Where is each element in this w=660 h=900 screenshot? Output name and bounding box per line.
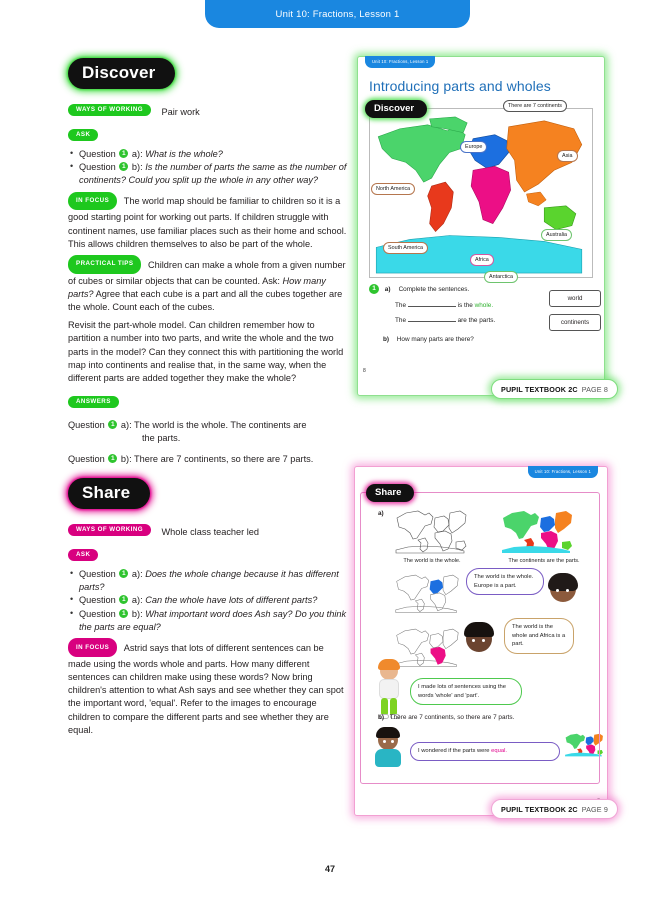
textbook-page-content	[354, 466, 608, 816]
share-question-b-text: There are 7 continents, so there are 7 parts.	[389, 714, 515, 721]
ask-chip: ASK	[68, 129, 98, 142]
map-label-antarctica: Antarctica	[484, 271, 518, 283]
discover-heading-label: Discover	[68, 58, 175, 89]
share-heading-pill	[68, 478, 348, 509]
mini-map-colour-svg	[500, 506, 574, 554]
share-ways-of-working-row	[68, 522, 348, 540]
footer-page: PAGE 9	[581, 804, 609, 814]
continent-north-america	[378, 125, 465, 182]
discover-practical-tips-paragraph	[68, 256, 348, 314]
speech-bubble-4	[410, 742, 560, 761]
question-prefix: Question	[79, 608, 116, 619]
answer-part: a):	[120, 420, 132, 431]
question-prefix: Question	[79, 149, 116, 159]
in-focus-text: The world map should be familiar to children so it is a good starting point for working out parts. If children struggle with continent names, use familiar places such as their home and school. This allows children themselves to also be part of the whole.	[68, 196, 347, 249]
word-box-continents[interactable]: continents	[549, 314, 601, 331]
map-label-australia: Australia	[541, 229, 572, 241]
word-box-world[interactable]: world	[549, 290, 601, 307]
textbook-unit-tab	[365, 56, 435, 68]
list-item	[68, 568, 348, 594]
map-label-south-america: South America	[383, 242, 428, 254]
question-number-badge: 1	[369, 284, 379, 294]
sentence-2-pre: The	[395, 317, 407, 324]
avatar-eye-left	[556, 589, 559, 592]
answer-prefix: Question	[68, 420, 105, 431]
footer-label: PUPIL TEXTBOOK 2C	[501, 804, 578, 814]
child-shirt	[379, 679, 399, 699]
share-ask-row	[68, 547, 348, 565]
speech-bubble-1: The world is the whole. Europe is a part.	[466, 568, 544, 595]
question-part: a):	[131, 149, 143, 159]
answer-text-cont: the parts.	[142, 433, 181, 444]
question-1a-text: Complete the sentences.	[398, 286, 470, 293]
answer-text: The world is the whole. The continents are	[134, 420, 307, 431]
map-label-asia: Asia	[557, 150, 578, 162]
question-number-badge: 1	[119, 569, 128, 578]
share-question-b-row	[378, 714, 514, 721]
textbook-page-content	[357, 56, 605, 396]
list-item	[68, 608, 348, 634]
share-caption-1: The world is the whole.	[403, 558, 461, 564]
continent-africa	[471, 166, 511, 223]
question-text: Does the whole change because it has different parts?	[79, 569, 339, 593]
share-caption-2: The continents are the parts.	[508, 558, 580, 564]
textbook-title: Introducing parts and wholes	[369, 78, 551, 94]
discover-ask-list	[68, 148, 348, 188]
sentence-1-blank[interactable]	[408, 306, 456, 307]
practical-tips-chip: PRACTICAL TIPS	[68, 255, 141, 274]
boy-shirt	[375, 749, 401, 767]
mini-map-europe-svg	[394, 570, 460, 614]
question-number-badge: 1	[119, 149, 128, 158]
speech-bubble-4-pre: I wondered if the parts were	[418, 748, 490, 754]
continent-australia	[544, 206, 576, 230]
sentence-2-blank[interactable]	[408, 321, 456, 322]
mini-map-colour	[500, 506, 574, 554]
mini-map-colour-2	[564, 724, 604, 764]
discover-ask-row	[68, 127, 348, 145]
avatar-eye-right	[482, 639, 485, 642]
sentence-1-post: is the	[457, 302, 473, 309]
ways-of-working-chip: WAYS OF WORKING	[68, 104, 151, 117]
textbook-page-marker: 8	[363, 368, 366, 374]
practical-tips-text-2: Agree that each cube is a part and all the cubes together are the whole. Count each of the cubes.	[68, 288, 343, 313]
textbook-unit-tab-label: Unit 10: Fractions, Lesson 1	[372, 59, 429, 64]
textbook-unit-tab-label: Unit 10: Fractions, Lesson 1	[534, 469, 591, 474]
mini-map-colour-2-svg	[564, 724, 604, 764]
share-section	[68, 478, 348, 737]
question-part: b):	[131, 608, 143, 619]
boy-eye-left	[383, 740, 386, 743]
discover-in-focus-paragraph	[68, 193, 348, 251]
in-focus-chip: IN FOCUS	[68, 192, 117, 211]
question-label-a: a)	[384, 286, 391, 293]
question-number-badge: 1	[119, 162, 128, 171]
answer-text: There are 7 continents, so there are 7 parts.	[134, 453, 314, 464]
textbook-discover-pill: Discover	[365, 100, 427, 118]
question-number-badge: 1	[108, 420, 117, 429]
question-part: b):	[131, 162, 143, 173]
in-focus-text: Astrid says that lots of different sentences can be made using the words whole and parts. How many different sentences can children make using these words? Now bring children's attention to what Ash says and see whether they can spot the important word, 'equal'. Refer to the images to encourage children to compare the different parts and see whether they are equal.	[68, 642, 344, 735]
avatar-standing-child	[374, 662, 404, 720]
question-label-b: b)	[383, 336, 390, 343]
sentence-2-post: are the parts.	[457, 317, 496, 324]
textbook-page-discover	[357, 56, 605, 396]
textbook-share-pill: Share	[366, 484, 414, 502]
question-part: a):	[131, 569, 143, 579]
ways-of-working-value: Whole class teacher led	[161, 527, 260, 537]
sentence-1-pre: The	[395, 302, 407, 309]
list-item	[68, 161, 348, 187]
question-prefix: Question	[79, 569, 116, 579]
share-ask-list	[68, 568, 348, 634]
avatar-eye-left	[472, 639, 475, 642]
answer-row	[68, 419, 348, 445]
answer-prefix: Question	[68, 453, 105, 464]
page-number: 47	[324, 864, 335, 874]
question-part: a):	[131, 595, 143, 606]
share-question-label-a: a)	[378, 510, 384, 517]
speech-bubble-2: The world is the whole and Africa is a part.	[504, 618, 574, 654]
answers-chip: ANSWERS	[68, 396, 119, 409]
discover-revisit-paragraph: Revisit the part-whole model. Can children remember how to partition a number into two parts, and write the whole and the two parts in the model? Can they connect this with partitioning the world map into continents and realise that, in the same way, when the different parts are added together they make the whole?	[68, 320, 344, 384]
map-label-europe: Europe	[460, 141, 487, 153]
share-question-label-b: b)	[378, 714, 385, 721]
share-heading-label: Share	[68, 478, 150, 509]
boy-hair	[376, 727, 400, 738]
question-number-badge: 1	[119, 609, 128, 618]
practical-tips-text-1: Children can make a whole from a given number of cubes or similar objects that can be counted. Ask:	[68, 259, 346, 286]
speech-bubble-4-keyword: equal.	[491, 748, 507, 754]
question-number-badge: 1	[119, 595, 128, 604]
question-text: Can the whole have lots of different parts?	[145, 595, 318, 606]
discover-ways-of-working-row	[68, 102, 348, 120]
sentence-1-keyword: whole.	[474, 302, 494, 309]
question-text: Is the number of parts the same as the number of continents? Could you split up the whole in any other way?	[79, 162, 347, 186]
map-label-north-america: North America	[371, 183, 415, 195]
question-prefix: Question	[79, 595, 116, 606]
avatar-astrid	[550, 576, 576, 602]
map-label-africa: Africa	[470, 254, 494, 266]
mini-map-europe	[394, 570, 460, 614]
discover-heading-pill	[68, 58, 348, 89]
avatar-ash	[466, 626, 492, 652]
unit-tab-top	[205, 0, 470, 28]
footer-label: PUPIL TEXTBOOK 2C	[501, 384, 578, 394]
discover-section	[68, 58, 348, 466]
footer-badge-share	[491, 799, 618, 819]
continent-south-america	[428, 182, 454, 231]
ask-chip: ASK	[68, 549, 98, 562]
map-callout-continents: There are 7 continents	[503, 100, 567, 112]
textbook-unit-tab	[528, 466, 598, 478]
share-in-focus-paragraph	[68, 639, 348, 737]
avatar-hair	[548, 573, 578, 591]
boy-eye-right	[391, 740, 394, 743]
ways-of-working-chip: WAYS OF WORKING	[68, 524, 151, 537]
mini-map-outline-svg	[394, 506, 468, 554]
question-text: What is the whole?	[145, 149, 223, 159]
list-item	[68, 594, 348, 607]
speech-bubble-3: I made lots of sentences using the words 'whole' and 'part'.	[410, 678, 522, 705]
in-focus-chip: IN FOCUS	[68, 638, 117, 657]
list-item	[68, 148, 348, 161]
avatar-hair	[464, 622, 494, 637]
answer-part: b):	[120, 453, 132, 464]
avatar-eye-right	[566, 589, 569, 592]
question-prefix: Question	[79, 162, 116, 173]
question-text: What important word does Ash say? Do you think the parts are equal?	[79, 608, 347, 632]
answer-row	[68, 453, 348, 466]
avatar-seated-boy	[372, 728, 404, 770]
practical-tips-italic: How many parts?	[68, 275, 326, 299]
child-hair	[378, 659, 400, 670]
footer-badge-discover	[491, 379, 618, 399]
question-1b-text: How many parts are there?	[396, 336, 474, 343]
mini-map-outline	[394, 506, 468, 554]
discover-answers-row	[68, 394, 348, 412]
indonesia-shape	[526, 192, 546, 206]
textbook-page-share	[354, 466, 608, 816]
ways-of-working-value: Pair work	[161, 107, 200, 117]
unit-tab-label: Unit 10: Fractions, Lesson 1	[275, 8, 400, 20]
question-number-badge: 1	[108, 454, 117, 463]
footer-page: PAGE 8	[581, 384, 609, 394]
question-1b-row	[369, 334, 594, 345]
